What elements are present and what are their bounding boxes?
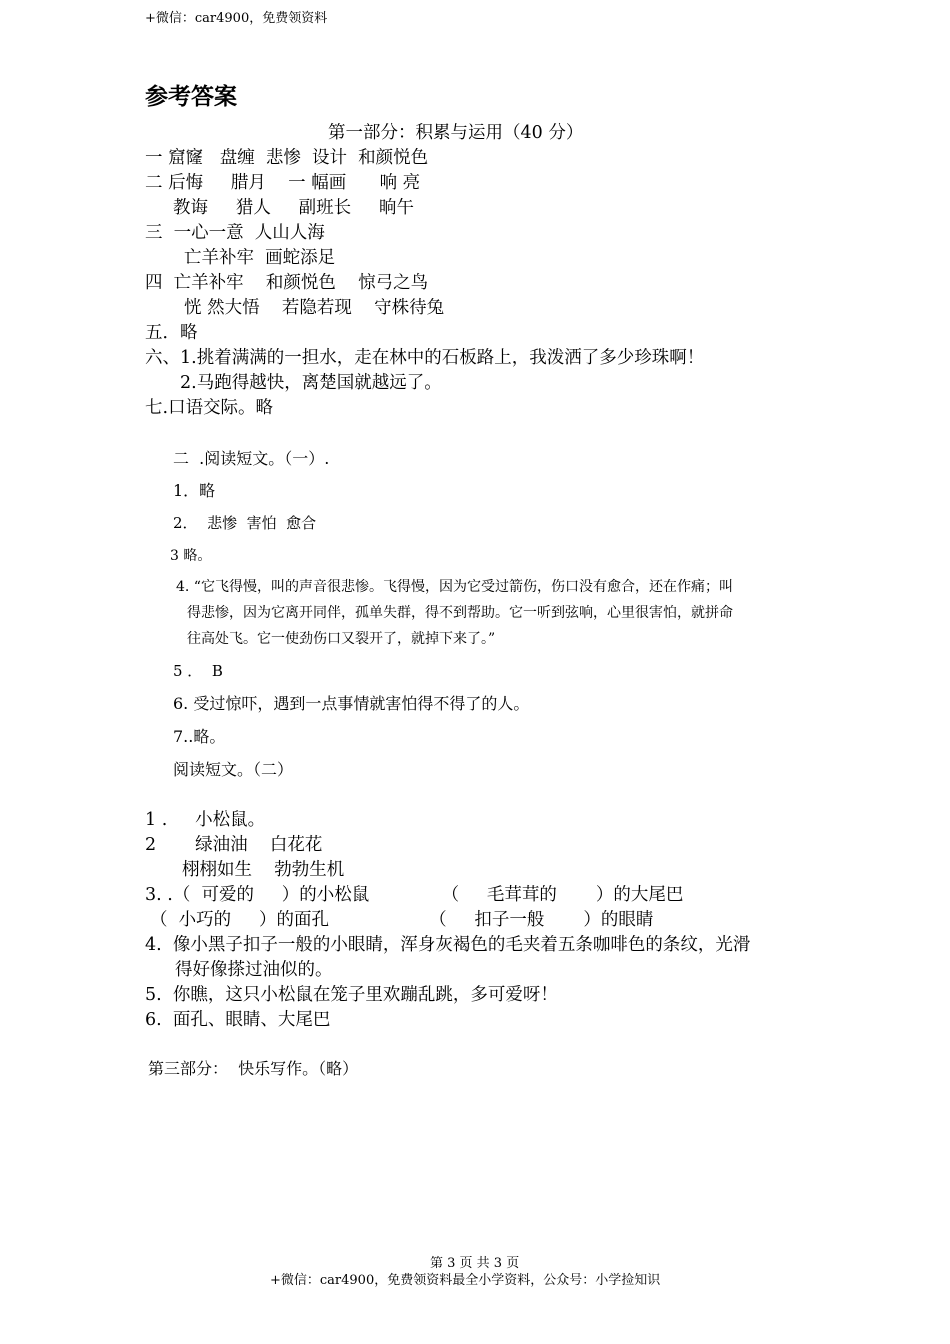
reading2-heading: 阅读短文。（二） — [173, 760, 294, 779]
part1-line: 六、1.挑着满满的一担水，走在林中的石板路上，我泼洒了多少珍珠啊！ — [145, 348, 705, 368]
page-title: 参考答案 — [145, 84, 237, 110]
part1-line: 三 一心一意 人山人海 — [145, 223, 325, 243]
part1-line: 七.口语交际。略 — [145, 398, 274, 418]
part1-line: 五．略 — [145, 323, 198, 343]
reading2-line: 4. 像小黑子扣子一般的小眼睛，浑身灰褐色的毛夹着五条咖啡色的条纹，光滑 — [145, 935, 751, 955]
part1-line: 教诲 猎人 副班长 晌午 — [173, 198, 414, 218]
reading2-line: 2 绿油油 白花花 — [145, 835, 323, 855]
part1-line: 四 亡羊补牢 和颜悦色 惊弓之鸟 — [145, 273, 429, 293]
reading1-answer: 得悲惨，因为它离开同伴，孤单失群，得不到帮助。它一听到弦响，心里很害怕，就拼命 — [187, 605, 733, 621]
part1-line: 恍 然大悟 若隐若现 守株待兔 — [184, 298, 445, 318]
reading1-answer: 往高处飞。它一使劲伤口又裂开了，就掉下来了。” — [187, 631, 496, 647]
part1-line: 一 窟窿 盘缠 悲惨 设计 和颜悦色 — [145, 148, 429, 168]
reading1-answer: 2． 悲惨 害怕 愈合 — [173, 514, 317, 532]
reading1-answer: 3 略。 — [170, 548, 212, 564]
reading2-line: （ 小巧的 ）的面孔 （ 扣子一般 ）的眼睛 — [150, 910, 654, 930]
reading1-answer: 6. 受过惊吓，遇到一点事情就害怕得不得了的人。 — [173, 694, 530, 713]
part1-line: 亡羊补牢 画蛇添足 — [184, 248, 336, 268]
header-note: +微信：car4900，免费领资料 — [145, 11, 328, 26]
part1-line: 2.马跑得越快，离楚国就越远了。 — [180, 373, 442, 393]
page-number: 第 3 页 共 3 页 — [430, 1256, 520, 1271]
footer-note: +微信：car4900，免费领资料最全小学资料，公众号：小学捡知识 — [270, 1273, 661, 1288]
part3-heading: 第三部分： 快乐写作。（略） — [148, 1059, 359, 1078]
reading2-line: 5. 你瞧，这只小松鼠在笼子里欢蹦乱跳，多可爱呀！ — [145, 985, 558, 1005]
reading2-line: 1 . 小松鼠。 — [145, 810, 266, 830]
reading2-line: 3. .（ 可爱的 ）的小松鼠 （ 毛茸茸的 ）的大尾巴 — [145, 885, 684, 905]
part1-line: 二 后悔 腊月 一 幅画 响 亮 — [145, 173, 421, 193]
part1-heading: 第一部分：积累与运用（40 分） — [328, 123, 584, 143]
reading2-line: 得好像搽过油似的。 — [175, 960, 333, 980]
reading2-line: 6. 面孔、眼睛、大尾巴 — [145, 1010, 331, 1030]
reading1-heading: 二 .阅读短文。（一）. — [173, 449, 330, 468]
reading1-answer: 7..略。 — [173, 727, 226, 746]
reading1-answer: 4. “它飞得慢，叫的声音很悲惨。飞得慢，因为它受过箭伤，伤口没有愈合，还在作痛；叫 — [176, 579, 733, 595]
reading2-line: 栩栩如生 勃勃生机 — [182, 860, 345, 880]
reading1-answer: 5 ． B — [173, 662, 223, 680]
reading1-answer: 1．略 — [173, 481, 216, 500]
